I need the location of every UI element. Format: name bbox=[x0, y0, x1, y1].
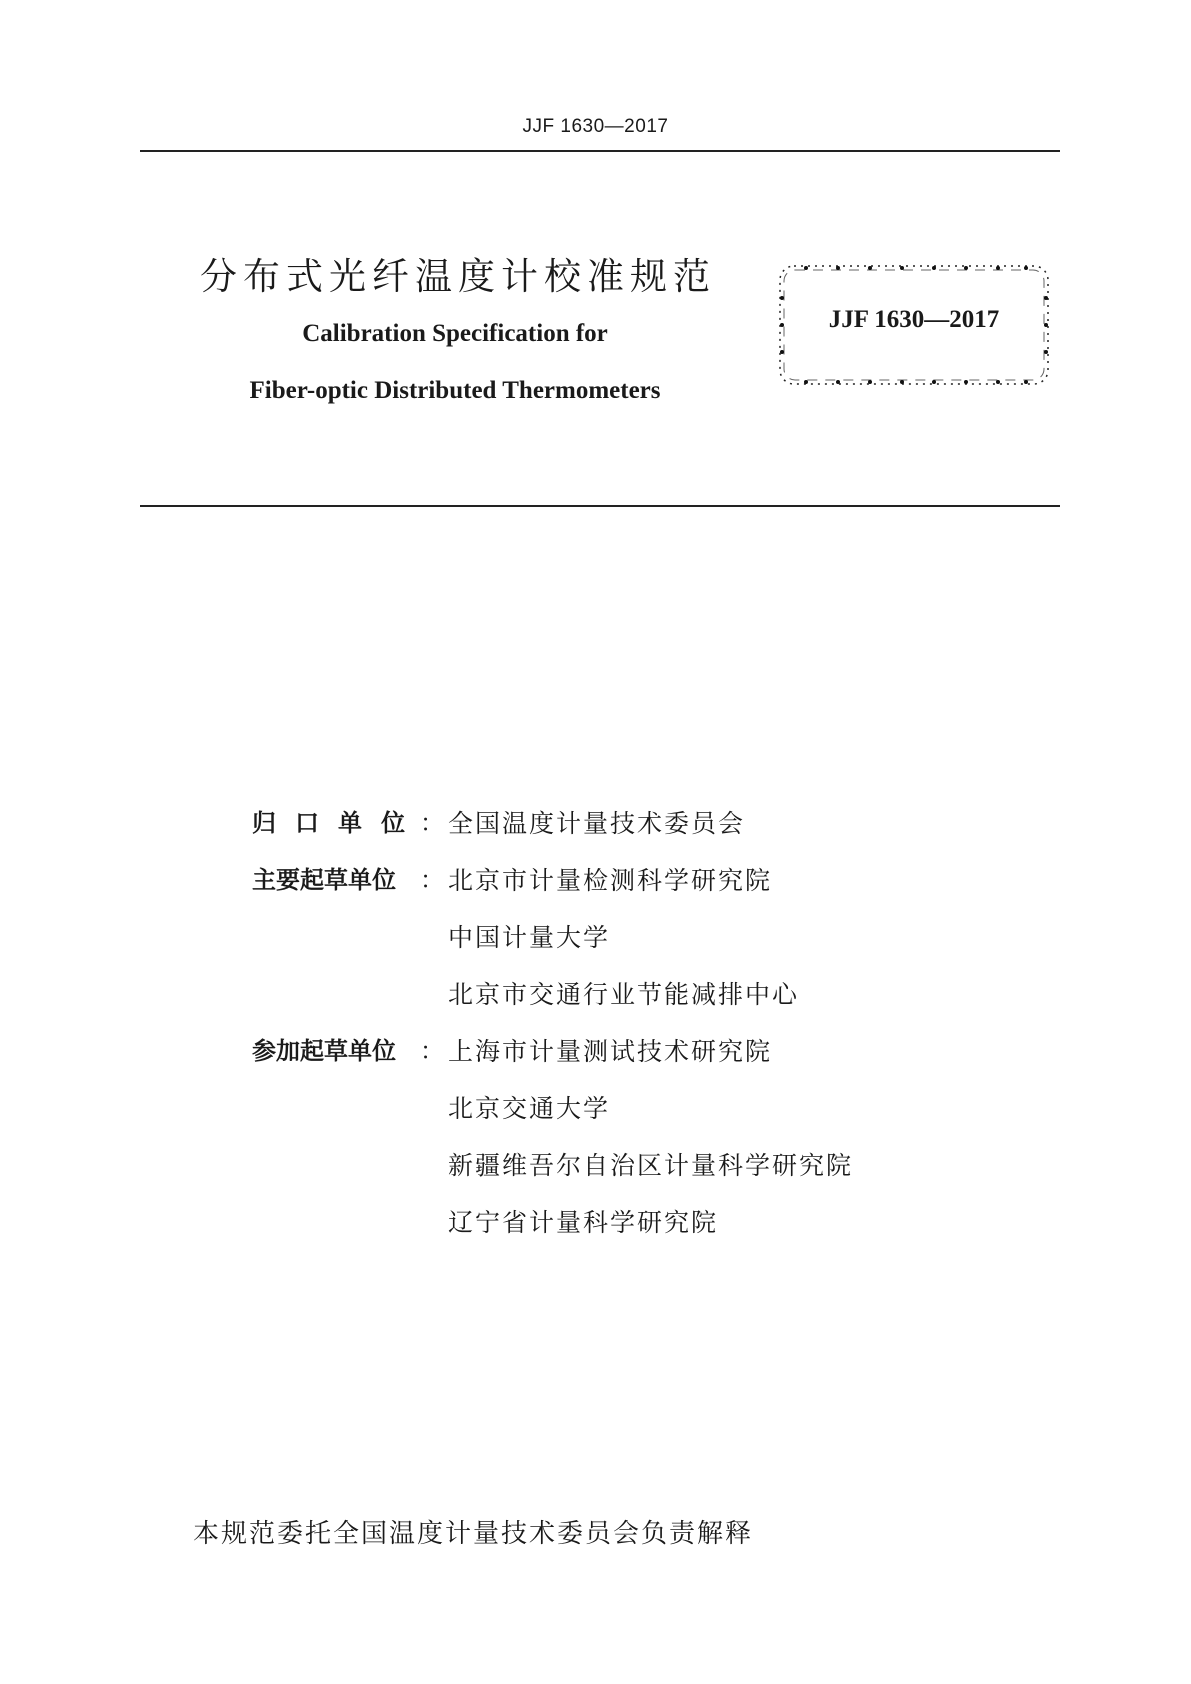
title-chinese: 分布式光纤温度计校准规范 bbox=[200, 255, 716, 298]
main-drafting-label: 主要起草单位 bbox=[252, 866, 396, 894]
title-english-line-1: Calibration Specification for bbox=[302, 320, 608, 347]
main-drafting-unit: 中国计量大学 bbox=[448, 923, 611, 952]
standard-code: JJF 1630—2017 bbox=[828, 306, 1000, 333]
standard-code-box bbox=[776, 262, 1052, 388]
title-english-line-2: Fiber-optic Distributed Thermometers bbox=[249, 377, 661, 404]
middle-divider bbox=[140, 505, 1060, 507]
responsible-unit-label: 归口单位 bbox=[252, 809, 424, 837]
label-colon: ： bbox=[420, 1037, 444, 1065]
top-divider bbox=[140, 150, 1060, 152]
label-colon: ： bbox=[420, 866, 444, 894]
main-drafting-unit: 北京市计量检测科学研究院 bbox=[448, 866, 773, 895]
main-drafting-unit: 北京市交通行业节能减排中心 bbox=[448, 980, 800, 1009]
label-colon: ： bbox=[420, 809, 444, 837]
participating-drafting-unit: 北京交通大学 bbox=[448, 1094, 611, 1123]
responsible-unit-value: 全国温度计量技术委员会 bbox=[448, 809, 746, 838]
participating-drafting-unit: 辽宁省计量科学研究院 bbox=[448, 1208, 719, 1237]
header-standard-code: JJF 1630—2017 bbox=[522, 116, 669, 137]
participating-drafting-unit: 上海市计量测试技术研究院 bbox=[448, 1037, 773, 1066]
interpretation-note: 本规范委托全国温度计量技术委员会负责解释 bbox=[193, 1519, 754, 1549]
participating-drafting-unit: 新疆维吾尔自治区计量科学研究院 bbox=[448, 1151, 854, 1180]
participating-drafting-label: 参加起草单位 bbox=[252, 1037, 396, 1065]
